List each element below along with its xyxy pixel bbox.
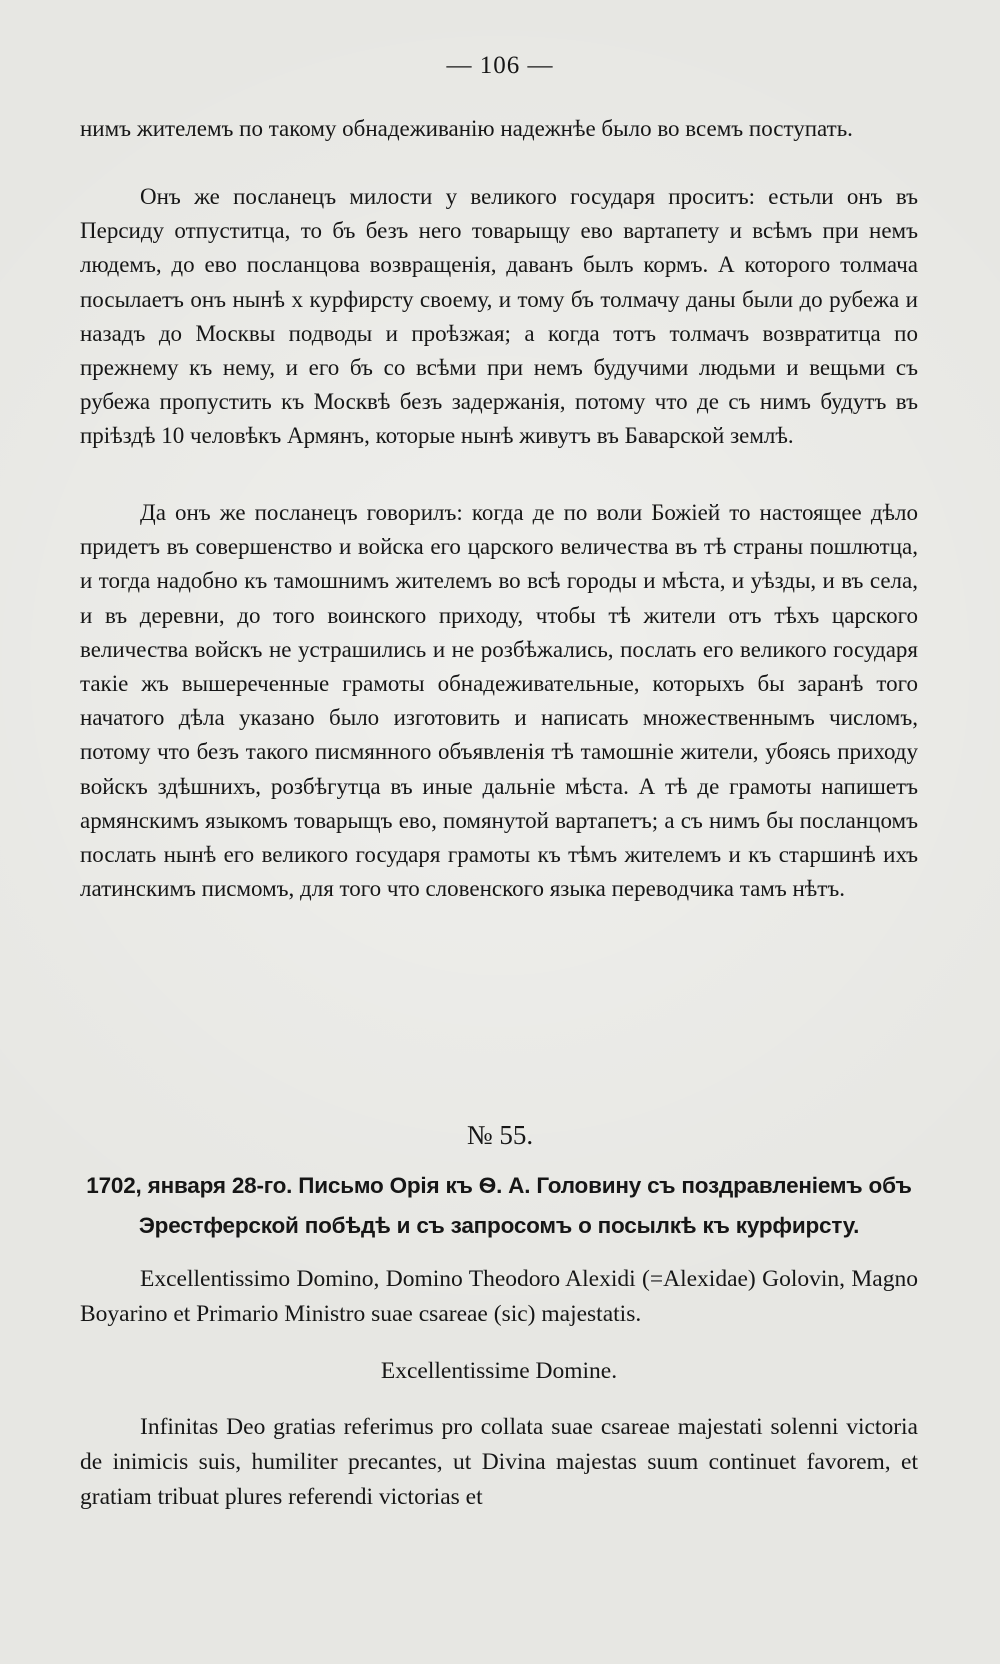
document-heading: 1702, января 28-го. Письмо Орія къ Ѳ. А. Головину съ поздравленіемъ объ Эрестферской побѣдѣ и съ запросомъ о посылкѣ къ курфирсту. (86, 1173, 912, 1238)
page-number: — 106 — (446, 52, 554, 79)
paragraph-envoy-speech: Да онъ же посланецъ говорилъ: когда де по воли Божіей то настоящее дѣло придетъ въ совершенство и войска его царского величества въ тѣ страны пошлютца, и тогда надобно къ тамошнимъ жителемъ во всѣ городы и мѣста, и уѣзды, и въ села, и въ деревни, до того воинского приходу, чтобы тѣ жители отъ тѣхъ царского величества войскъ не устрашились и не розбѣжались, послать его великого государя такіе жъ вышереченные грамоты обнадеживательные, которыхъ бы заранѣ того начатого дѣла указано было изготовить и написать множественнымъ числомъ, потому что безъ такого писмянного объявленія тѣ тамошніе жители, убоясь приходу войскъ здѣшнихъ, розбѣгутца въ иные дальніе мѣста. А тѣ де грамоты напишетъ армянскимъ языкомъ товарыщъ ево, помянутой вартапетъ; а съ нимъ бы посланцомъ послать нынѣ его великого государя грамоты къ тѣмъ жителемъ и къ старшинѣ ихъ латинскимъ писмомъ, для того что словенского языка переводчика тамъ нѣтъ. (80, 500, 918, 902)
latin-address: Excellentissimo Domino, Domino Theodoro Alexidi (=Alexidae) Golovin, Magno Boyarino et Primario Ministro suae csareae (sic) majestatis. (80, 1266, 918, 1327)
latin-body: Infinitas Deo gratias referimus pro collata suae csareae majestati solenni victoria de inimicis suis, humiliter precantes, ut Divina majestas suum continuet favorem, et gratiam tribuat plures referendi victorias et (80, 1414, 918, 1510)
paragraph-envoy-request: Онъ же посланецъ милости у великого государя проситъ: естьли онъ въ Персиду отпуститца, то бъ безъ него товарыщу ево вартапету и всѣмъ при немъ людемъ, до ево посланцова возвращенія, даванъ былъ кормъ. А которого толмача посылаетъ онъ нынѣ х курфирсту своему, и тому бъ толмачу даны были до рубежа и назадъ до Москвы подводы и проѣзжая; а когда тотъ толмачъ возвратитца по прежнему къ нему, и его бъ со всѣми при немъ будучими людьми и вещьми съ рубежа пропустить къ Москвѣ безъ задержанія, потому что де съ нимъ будутъ въ пріѣздѣ 10 человѣкъ Армянъ, которые нынѣ живутъ въ Баварской землѣ. (80, 184, 918, 449)
latin-salutation: Excellentissime Domine. (380, 1358, 618, 1384)
document-number: № 55. (466, 1120, 534, 1150)
paragraph-continuation: нимъ жителемъ по такому обнадеживанію надежнѣе было во всемъ поступать. (80, 116, 853, 141)
